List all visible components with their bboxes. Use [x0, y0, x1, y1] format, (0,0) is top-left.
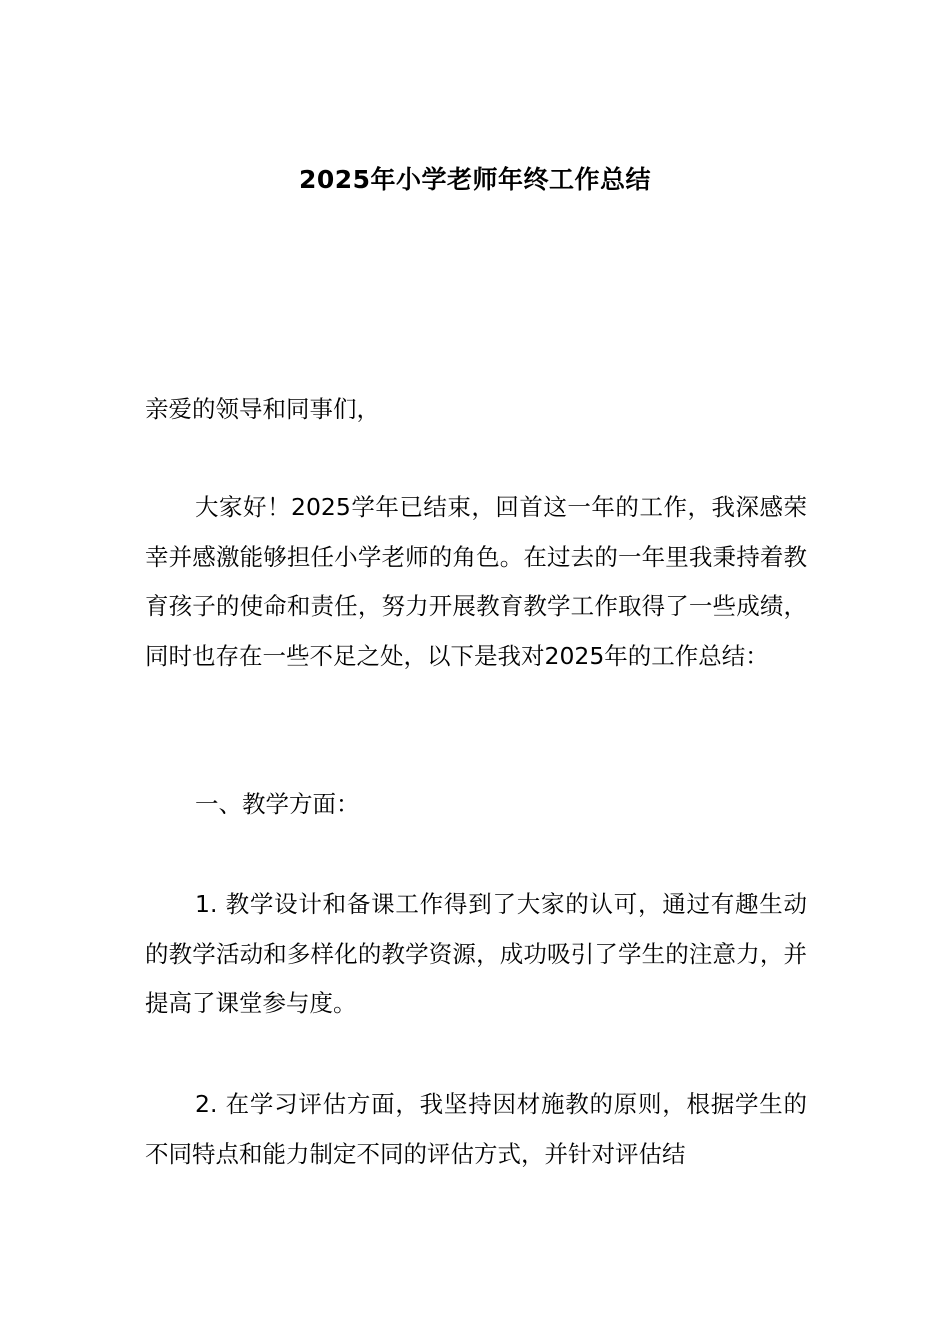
- intro-paragraph: 大家好！2025学年已结束，回首这一年的工作，我深感荣幸并感激能够担任小学老师的角色。在过去的一年里我秉持着教育孩子的使命和责任，努力开展教育教学工作取得了一些成绩，同时也存在一些不足之处，以下是我对2025年的工作总结：: [145, 493, 807, 670]
- document-title: 2025年小学老师年终工作总结: [298, 165, 652, 194]
- list-item: 1. 教学设计和备课工作得到了大家的认可，通过有趣生动的教学活动和多样化的教学资源，成功吸引了学生的注意力，并提高了课堂参与度。: [145, 890, 807, 1017]
- list-item: 2. 在学习评估方面，我坚持因材施教的原则，根据学生的不同特点和能力制定不同的评估方式，并针对评估结: [145, 1090, 807, 1168]
- salutation: 亲爱的领导和同事们，: [145, 395, 380, 423]
- section-heading: 一、教学方面：: [195, 790, 360, 818]
